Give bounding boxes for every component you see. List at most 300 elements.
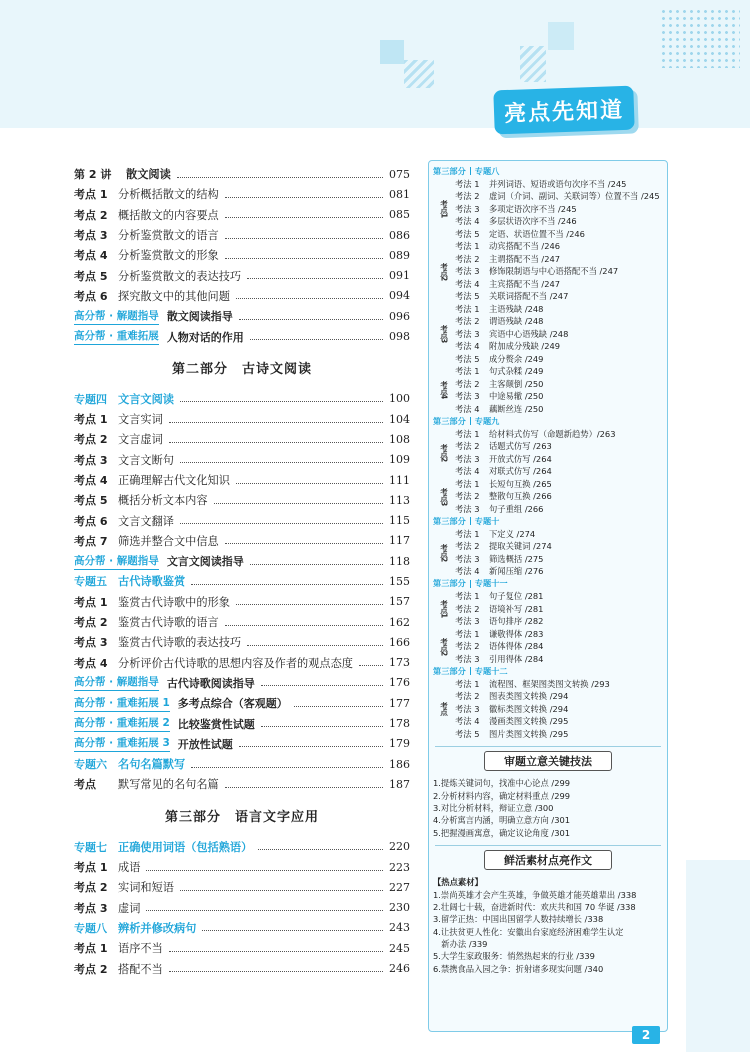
box2-list <box>433 876 663 975</box>
section-part: 第三部分 <box>433 515 466 526</box>
kaofa-text: 下定义 /274 <box>489 528 536 539</box>
toc-entry[interactable] <box>74 898 410 918</box>
kaofa-item[interactable] <box>455 265 663 278</box>
kaofa-text: 话题式仿写 /263 <box>489 441 552 452</box>
toc-entry-label: 考点 3 <box>74 229 108 243</box>
kaofa-text: 主客颠倒 /250 <box>489 378 544 389</box>
toc-entry-text: 正确理解古代文化知识 <box>118 474 230 487</box>
kaofa-item[interactable] <box>455 353 663 366</box>
toc-entry[interactable] <box>74 958 410 978</box>
kaofa-label: 考法 3 <box>455 503 480 514</box>
toc-entry[interactable] <box>74 774 410 794</box>
kaodian-label <box>433 178 455 241</box>
kaofa-item[interactable] <box>455 240 663 253</box>
leader-dots <box>177 177 383 178</box>
list-item[interactable]: 5.把握漫画寓意，确定议论角度 /301 <box>433 827 571 838</box>
essay-material-heading: 鲜活素材点亮作文 <box>484 850 612 870</box>
toc-entry-label: 考点 <box>74 778 96 792</box>
toc-entry-label: 专题六 <box>74 758 107 772</box>
toc-page-number: 186 <box>389 757 410 771</box>
decor-hatch <box>404 60 434 88</box>
toc-guide-entry[interactable] <box>74 734 410 754</box>
kaofa-list <box>455 303 663 366</box>
toc-entry-text: 正确使用词语（包括熟语） <box>118 840 253 854</box>
list-item[interactable]: 6.禁携食品入园之争：折射诸多现实问题 /340 <box>433 963 604 974</box>
toc-page-number: 166 <box>389 635 410 649</box>
section-part: 第三部分 <box>433 415 466 426</box>
kaofa-label: 考法 2 <box>455 541 480 552</box>
kaofa-item[interactable] <box>455 703 663 716</box>
toc-page-number: 111 <box>389 473 410 487</box>
kaofa-text: 语境补写 /281 <box>489 603 544 614</box>
kaofa-text: 句式杂糅 /249 <box>489 366 544 377</box>
toc-topic-entry[interactable] <box>74 389 410 409</box>
kaofa-item[interactable] <box>455 340 663 353</box>
kaodian-label-text: 考点1 <box>439 600 449 618</box>
toc-page-number: 104 <box>389 412 410 426</box>
toc-page-number: 223 <box>389 860 410 874</box>
leader-dots <box>247 278 383 279</box>
toc-entry-text: 鉴赏古代诗歌中的形象 <box>118 595 230 609</box>
separator <box>470 580 471 588</box>
kaofa-item[interactable] <box>455 290 663 303</box>
leader-dots <box>225 258 383 259</box>
kaofa-item[interactable] <box>455 253 663 266</box>
separator <box>470 167 471 175</box>
list-item[interactable]: 新办法 /339 <box>433 939 488 950</box>
kaofa-list <box>455 365 663 415</box>
toc-entry-text: 文言文阅读 <box>118 392 174 406</box>
table-of-contents <box>74 164 410 979</box>
toc-entry-label: 考点 1 <box>74 413 108 427</box>
kaofa-text: 长短句互换 /265 <box>489 478 552 489</box>
toc-page-number: 177 <box>389 696 410 710</box>
kaofa-item[interactable] <box>455 303 663 316</box>
guide-tag: 高分帮 · 重难拓展 1 <box>74 695 170 712</box>
leader-dots <box>225 197 383 198</box>
toc-entry[interactable] <box>74 245 410 265</box>
toc-entry[interactable] <box>74 184 410 204</box>
list-item[interactable]: 3.留学正热：中国出国留学人数持续增长 /338 <box>433 914 604 925</box>
leader-dots <box>169 422 383 423</box>
kaofa-text: 关联词搭配不当 /247 <box>489 291 569 302</box>
kaofa-text: 并列词语、短语或语句次序不当 /245 <box>489 178 627 189</box>
kaofa-item[interactable] <box>455 378 663 391</box>
kaodian-group <box>433 628 663 666</box>
kaofa-label: 考法 3 <box>455 553 480 564</box>
toc-page-number: 157 <box>389 595 410 609</box>
kaofa-label: 考法 1 <box>455 178 480 189</box>
kaofa-item[interactable] <box>455 690 663 703</box>
kaofa-label: 考法 1 <box>455 478 480 489</box>
toc-entry-text: 多考点综合（客观题） <box>177 697 288 711</box>
kaodian-label <box>433 628 455 666</box>
kaodian-group <box>433 590 663 628</box>
toc-page-number: 227 <box>389 880 410 894</box>
kaofa-item[interactable] <box>455 440 663 453</box>
toc-entry[interactable] <box>74 632 410 652</box>
leader-dots <box>180 401 383 402</box>
guide-tag: 高分帮 · 解题指导 <box>74 553 159 570</box>
decor-square <box>548 22 574 50</box>
kaofa-item[interactable] <box>455 278 663 291</box>
kaofa-text: 中途易辙 /250 <box>489 391 544 402</box>
toc-entry-label: 考点 2 <box>74 433 108 447</box>
kaofa-label: 考法 2 <box>455 691 480 702</box>
toc-entry-label: 第 2 讲 <box>74 168 112 182</box>
leader-dots <box>225 238 383 239</box>
kaofa-item[interactable] <box>455 228 663 241</box>
toc-entry[interactable] <box>74 225 410 245</box>
kaofa-text: 语体得体 /284 <box>489 641 544 652</box>
toc-page-number: 220 <box>389 840 410 854</box>
leader-dots <box>239 319 383 320</box>
leader-dots <box>169 951 383 952</box>
toc-entry[interactable] <box>74 450 410 470</box>
guide-tag: 高分帮 · 重难拓展 <box>74 328 159 345</box>
kaofa-item[interactable] <box>455 478 663 491</box>
kaodian-label <box>433 303 455 366</box>
kaofa-item[interactable] <box>455 640 663 653</box>
toc-page-number: 178 <box>389 717 410 731</box>
list-item[interactable]: 5.大学生家政服务：悄然热起来的行业 /339 <box>433 951 595 962</box>
kaodian-label-text: 考点2 <box>439 443 449 462</box>
kaofa-text: 语句排序 /282 <box>489 616 544 627</box>
kaofa-item[interactable] <box>455 503 663 516</box>
kaofa-label: 考法 2 <box>455 316 480 327</box>
toc-lecture-entry[interactable] <box>74 164 410 184</box>
leader-dots <box>191 767 383 768</box>
page-title: 亮点先知道 <box>503 97 625 127</box>
kaofa-label: 考法 5 <box>455 228 480 239</box>
toc-page-number: 091 <box>389 269 410 283</box>
kaofa-text: 流程图、框架图类图文转换 /293 <box>489 678 610 689</box>
kaofa-label: 考法 2 <box>455 378 480 389</box>
kaodian-label <box>433 240 455 303</box>
kaofa-list <box>455 628 663 666</box>
toc-entry[interactable] <box>74 409 410 429</box>
kaofa-label: 考法 3 <box>455 391 480 402</box>
kaofa-item[interactable] <box>455 590 663 603</box>
list-item[interactable]: 4.分析寓言内涵，明确立意方向 /301 <box>433 815 571 826</box>
toc-page-number: 173 <box>389 656 410 670</box>
leader-dots <box>261 726 383 727</box>
decor-rail <box>686 860 750 1052</box>
kaofa-list <box>455 428 663 478</box>
toc-entry-text: 古代诗歌阅读指导 <box>166 676 255 690</box>
section-topic: 专题十 <box>474 515 500 526</box>
toc-entry-text: 文言文翻译 <box>118 514 174 528</box>
toc-guide-entry[interactable] <box>74 551 410 571</box>
kaofa-text: 主语残缺 /248 <box>489 303 544 314</box>
kaofa-item[interactable] <box>455 203 663 216</box>
toc-entry[interactable] <box>74 205 410 225</box>
toc-entry-text: 概括散文的内容要点 <box>118 208 219 222</box>
kaofa-item[interactable] <box>455 528 663 541</box>
kaofa-item[interactable] <box>455 653 663 666</box>
kaofa-item[interactable] <box>455 428 663 441</box>
leader-dots <box>180 462 383 463</box>
kaofa-text: 开放式仿写 /264 <box>489 453 552 464</box>
leader-dots <box>294 706 383 707</box>
toc-entry-label: 考点 7 <box>74 534 108 548</box>
kaodian-label <box>433 528 455 578</box>
toc-guide-entry[interactable] <box>74 713 410 733</box>
kaofa-label: 考法 4 <box>455 278 480 289</box>
kaofa-item[interactable] <box>455 490 663 503</box>
kaofa-text: 动宾搭配不当 /246 <box>489 241 561 252</box>
kaofa-label: 考法 3 <box>455 653 480 664</box>
toc-entry[interactable] <box>74 612 410 632</box>
list-item[interactable]: 2.分析材料内容，确定材料重点 /299 <box>433 790 571 801</box>
toc-page-number: 155 <box>389 574 410 588</box>
kaofa-item[interactable] <box>455 328 663 341</box>
leader-dots <box>250 564 383 565</box>
toc-entry-text: 辨析并修改病句 <box>118 921 197 935</box>
leader-dots <box>191 584 383 585</box>
toc-entry[interactable] <box>74 286 410 306</box>
leader-dots <box>359 665 383 666</box>
kaofa-item[interactable] <box>455 190 663 203</box>
kaofa-label: 考法 3 <box>455 703 480 714</box>
toc-guide-entry[interactable] <box>74 673 410 693</box>
kaofa-text: 图表类图文转换 /294 <box>489 691 569 702</box>
kaodian-group <box>433 240 663 303</box>
toc-page-number: 117 <box>389 534 410 548</box>
page-title-badge <box>493 86 634 135</box>
toc-page-number: 081 <box>389 187 410 201</box>
toc-page-number: 096 <box>389 309 410 323</box>
kaodian-group <box>433 678 663 741</box>
panel-section-heading <box>433 165 663 178</box>
kaofa-item[interactable] <box>455 403 663 416</box>
kaodian-label-text: 考点1 <box>439 200 449 218</box>
toc-entry-text: 分析评价古代诗歌的思想内容及作者的观点态度 <box>118 656 353 670</box>
toc-entry[interactable] <box>74 470 410 490</box>
toc-entry-label: 专题七 <box>74 840 107 854</box>
kaofa-label: 考法 1 <box>455 628 480 639</box>
toc-entry[interactable] <box>74 938 410 958</box>
kaofa-item[interactable] <box>455 553 663 566</box>
toc-guide-entry[interactable] <box>74 306 410 326</box>
toc-page-number: 230 <box>389 901 410 915</box>
list-item[interactable]: 1.提炼关键词句，找准中心论点 /299 <box>433 778 571 789</box>
toc-entry[interactable] <box>74 653 410 673</box>
kaofa-label: 考法 1 <box>455 528 480 539</box>
toc-entry-text: 分析鉴赏散文的形象 <box>118 249 219 263</box>
guide-tag: 高分帮 · 重难拓展 3 <box>74 735 170 752</box>
toc-page-number: 187 <box>389 777 410 791</box>
kaofa-label: 考法 4 <box>455 216 480 227</box>
separator <box>470 517 471 525</box>
toc-entry-label: 考点 6 <box>74 289 108 303</box>
toc-entry-text: 概括分析文本内容 <box>118 494 208 508</box>
toc-entry-label: 专题五 <box>74 575 107 589</box>
toc-entry-label: 考点 3 <box>74 901 108 915</box>
leader-dots <box>169 971 383 972</box>
kaofa-item[interactable] <box>455 603 663 616</box>
leader-dots <box>258 849 383 850</box>
toc-entry[interactable] <box>74 531 410 551</box>
toc-entry-text: 筛选并整合文中信息 <box>118 534 219 548</box>
list-item[interactable]: 1.崇尚英雄才会产生英雄，争做英雄才能英雄辈出 /338 <box>433 889 637 900</box>
kaofa-item[interactable] <box>455 465 663 478</box>
kaofa-list <box>455 478 663 516</box>
kaofa-list <box>455 678 663 741</box>
kaofa-item[interactable] <box>455 178 663 191</box>
side-panel-content <box>433 165 663 975</box>
kaofa-label: 考法 4 <box>455 716 480 727</box>
section-topic: 专题十一 <box>474 578 508 589</box>
kaofa-item[interactable] <box>455 540 663 553</box>
kaodian-label-text: 考点 <box>439 702 449 716</box>
toc-entry-label: 考点 4 <box>74 656 108 670</box>
kaofa-item[interactable] <box>455 715 663 728</box>
toc-page-number: 075 <box>389 167 410 181</box>
toc-guide-entry[interactable] <box>74 326 410 346</box>
toc-entry-text: 散文阅读指导 <box>166 310 233 324</box>
kaofa-text: 整散句互换 /266 <box>489 491 552 502</box>
toc-entry-text: 散文阅读 <box>126 168 171 182</box>
kaofa-text: 虚词（介词、副词、关联词等）位置不当 /245 <box>489 191 660 202</box>
kaodian-group <box>433 428 663 478</box>
toc-page-number: 115 <box>389 514 410 528</box>
leader-dots <box>225 217 383 218</box>
separator <box>470 417 471 425</box>
kaofa-label: 考法 2 <box>455 641 480 652</box>
toc-entry-text: 鉴赏古代诗歌的表达技巧 <box>118 636 242 650</box>
toc-entry[interactable] <box>74 857 410 877</box>
panel-section-heading <box>433 665 663 678</box>
toc-entry-text: 语序不当 <box>118 942 163 956</box>
toc-topic-entry[interactable] <box>74 918 410 938</box>
list-item[interactable]: 4.让扶贫更人性化：安徽出台家庭经济困难学生认定 <box>433 926 624 937</box>
toc-page-number: 176 <box>389 676 410 690</box>
leader-dots <box>247 645 383 646</box>
toc-entry-text: 文言实词 <box>118 413 163 427</box>
guide-tag: 高分帮 · 解题指导 <box>74 674 159 691</box>
kaofa-label: 考法 3 <box>455 328 480 339</box>
leader-dots <box>236 483 383 484</box>
toc-entry-text: 文言文阅读指导 <box>166 555 244 569</box>
toc-entry-text: 分析鉴赏散文的表达技巧 <box>118 269 242 283</box>
page-number-text: 2 <box>641 1028 651 1042</box>
kaofa-text: 藕断丝连 /250 <box>489 403 544 414</box>
list-item[interactable]: 3.对比分析材料，辩证立意 /300 <box>433 802 554 813</box>
toc-entry[interactable] <box>74 429 410 449</box>
list-item[interactable]: 2.壮阔七十载，奋进新时代：欢庆共和国 70 华诞 /338 <box>433 901 636 912</box>
separator <box>470 667 471 675</box>
kaofa-label: 考法 2 <box>455 603 480 614</box>
kaofa-label: 考法 3 <box>455 203 480 214</box>
leader-dots <box>236 298 383 299</box>
guide-tag: 高分帮 · 重难拓展 2 <box>74 715 170 732</box>
kaofa-label: 考法 1 <box>455 366 480 377</box>
section-part: 第三部分 <box>433 665 466 676</box>
kaodian-label-text: 考点2 <box>439 543 449 562</box>
kaofa-label: 考法 2 <box>455 191 480 202</box>
kaofa-item[interactable] <box>455 565 663 578</box>
kaofa-text: 多项定语次序不当 /245 <box>489 203 577 214</box>
toc-topic-entry[interactable] <box>74 837 410 857</box>
leader-dots <box>146 870 383 871</box>
leader-dots <box>250 339 383 340</box>
toc-page-number: 118 <box>389 554 410 568</box>
kaofa-item[interactable] <box>455 365 663 378</box>
toc-entry[interactable] <box>74 877 410 897</box>
kaodian-label <box>433 365 455 415</box>
kaodian-label-text: 考点4 <box>439 381 449 399</box>
toc-entry-text: 成语 <box>118 861 141 875</box>
kaofa-label: 考法 2 <box>455 441 480 452</box>
part-heading: 第二部分 古诗文阅读 <box>171 362 312 378</box>
kaofa-text: 附加成分残缺 /249 <box>489 341 561 352</box>
kaodian-group <box>433 178 663 241</box>
kaofa-list <box>455 590 663 628</box>
kaofa-item[interactable] <box>455 678 663 691</box>
toc-entry[interactable] <box>74 592 410 612</box>
kaodian-label <box>433 478 455 516</box>
kaofa-text: 句子复位 /281 <box>489 591 544 602</box>
toc-entry-text: 实词和短语 <box>118 881 174 895</box>
decor-square <box>380 40 404 64</box>
part-heading: 第三部分 语言文字应用 <box>164 810 319 826</box>
kaofa-text: 筛选概括 /275 <box>489 553 544 564</box>
toc-entry[interactable] <box>74 510 410 530</box>
kaodian-group <box>433 365 663 415</box>
toc-topic-entry[interactable] <box>74 571 410 591</box>
leader-dots <box>225 787 383 788</box>
toc-topic-entry[interactable] <box>74 754 410 774</box>
kaofa-item[interactable] <box>455 728 663 741</box>
leader-dots <box>169 442 383 443</box>
kaofa-item[interactable] <box>455 215 663 228</box>
kaofa-list <box>455 240 663 303</box>
kaofa-text: 徽标类图文转换 /294 <box>489 703 569 714</box>
list-item[interactable]: 【热点素材】 <box>433 877 483 888</box>
decor-hatch <box>520 46 546 82</box>
kaofa-item[interactable] <box>455 390 663 403</box>
toc-entry-text: 搭配不当 <box>118 962 163 976</box>
kaofa-text: 句子重组 /266 <box>489 503 544 514</box>
toc-entry[interactable] <box>74 490 410 510</box>
toc-entry[interactable] <box>74 265 410 285</box>
section-topic: 专题八 <box>474 165 500 176</box>
kaofa-list <box>455 528 663 578</box>
kaofa-item[interactable] <box>455 615 663 628</box>
toc-entry-text: 分析概括散文的结构 <box>118 188 219 202</box>
toc-page-number: 243 <box>389 921 410 935</box>
kaodian-label <box>433 678 455 741</box>
kaofa-item[interactable] <box>455 628 663 641</box>
toc-entry-text: 古代诗歌鉴赏 <box>118 575 186 589</box>
toc-entry-label: 考点 5 <box>74 494 108 508</box>
kaodian-label <box>433 428 455 478</box>
kaofa-item[interactable] <box>455 315 663 328</box>
leader-dots <box>180 890 383 891</box>
kaofa-text: 多层状语次序不当 /246 <box>489 216 577 227</box>
kaofa-item[interactable] <box>455 453 663 466</box>
kaofa-text: 漫画类图文转换 /295 <box>489 716 569 727</box>
toc-page-number: 086 <box>389 228 410 242</box>
kaofa-text: 给材料式仿写（命题新趋势）/263 <box>489 428 616 439</box>
section-topic: 专题十二 <box>474 665 508 676</box>
toc-guide-entry[interactable] <box>74 693 410 713</box>
kaofa-text: 谓语残缺 /248 <box>489 316 544 327</box>
toc-entry-label: 考点 2 <box>74 881 108 895</box>
toc-entry-text: 名句名篇默写 <box>118 758 186 772</box>
toc-page-number: 109 <box>389 453 410 467</box>
